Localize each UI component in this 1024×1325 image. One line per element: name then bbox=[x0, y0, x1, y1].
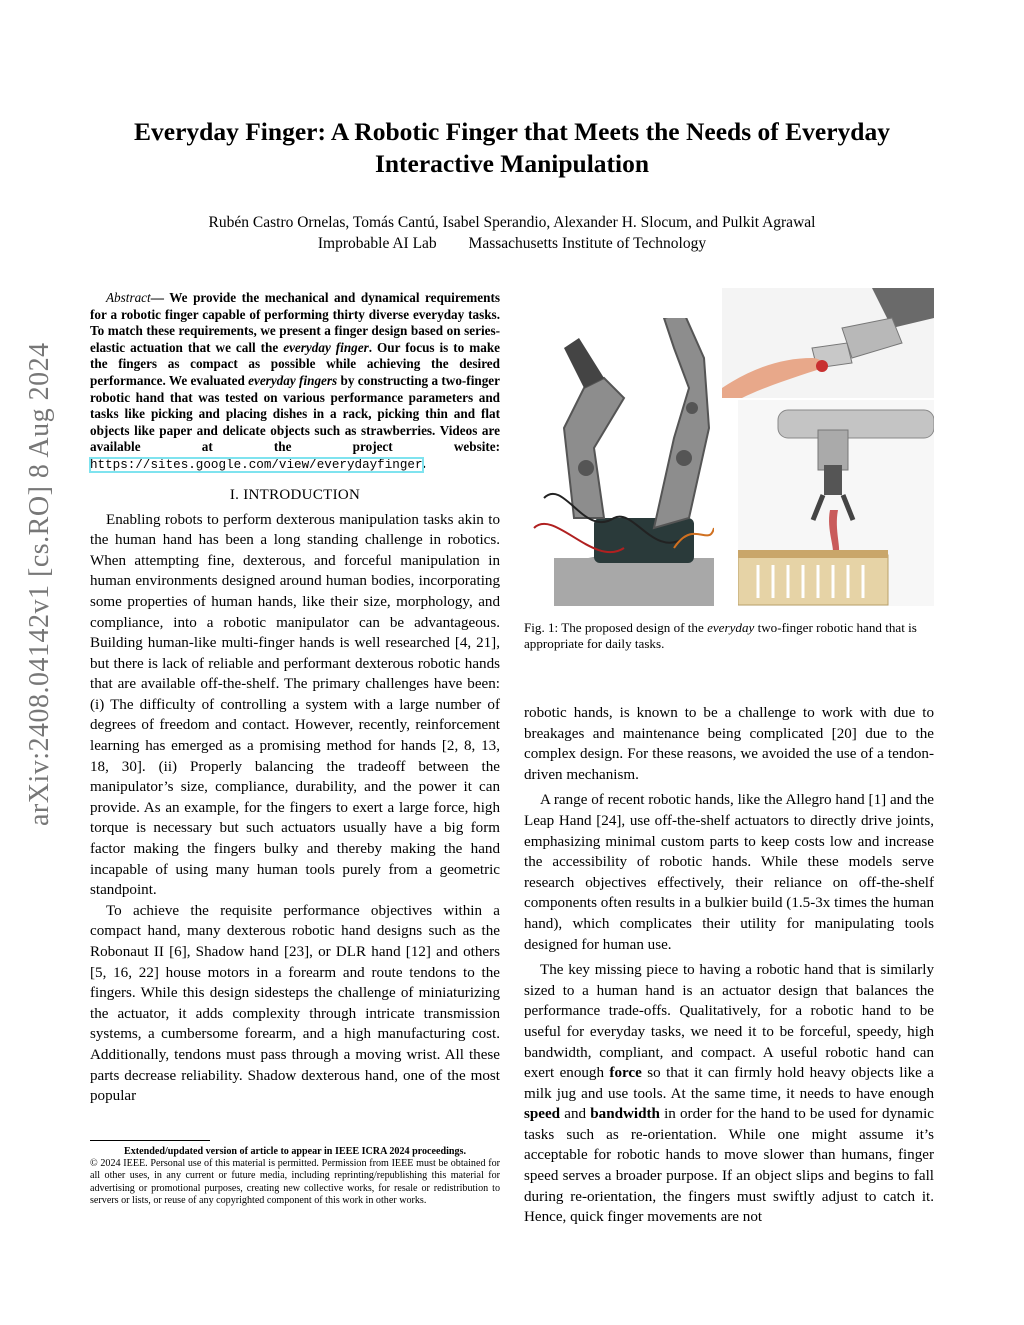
right-column bbox=[524, 703, 934, 1228]
title-line-1: Everyday Finger: A Robotic Finger that Meets the Needs of Everyday bbox=[134, 117, 890, 146]
intro-paragraph-2: To achieve the requisite performance objectives within a compact hand, many dexterous robotic hand designs such as the Robonaut II [6], Shadow hand [23], or DLR hand [12] and others [5, 16, 22] house motors in a forearm and route tendons to the fingers. While this design sidesteps the challenge of miniaturizing the actuator, it adds complexity through intricate transmission systems, a cumbersome forearm, and a high manufacturing cost. Additionally, tendons must pass through a moving wrist. All these parts decrease reliability. Shadow dexterous hand, one of the most popular bbox=[90, 902, 500, 1105]
abstract-text-1: We provide the mechanical and dynamical requirements for a robotic finger capable of performing thirty diverse everyday tasks. To match these requirements, we present a finger design based on series-elastic actuation that we call the bbox=[90, 290, 501, 355]
footnote-copyright-text: © 2024 IEEE. Personal use of this material is permitted. Permission from IEEE must be obtained for all other uses, in any current or future media, including reprinting/republishing this material for advertising or promotional purposes, creating new collective works, for resale or redistribution to servers or lists, or reuse of any copyrighted component of this work in other works. bbox=[90, 1158, 500, 1206]
strawberry-handover-photo bbox=[722, 288, 934, 398]
robotic-hand-photo bbox=[524, 318, 714, 606]
p3-text-1: The key missing piece to having a robotic hand that is similarly sized to a human hand is an actuator design that balances the performance trade-offs. Qualitatively, for a robotic hand to be useful for everyday tasks, we need it to be forceful, speedy, high bandwidth, compliant, and compact. A useful robotic hand can exert enough bbox=[524, 962, 934, 1082]
figure-1-caption bbox=[524, 620, 934, 653]
right-paragraph-2: A range of recent robotic hands, like the Allegro hand [1] and the Leap Hand [24], use off-the-shelf actuators to directly drive joints, emphasizing minimal custom parts to keep costs low and increase the accessibility of robotic hands. While these models serve research objectives effectively, their reliance on off-the-shelf components often results in a bulkier build (1.5-3x times the human hand), which complicates their utility for manipulating tools designed for human use. bbox=[524, 792, 934, 953]
affiliation-institute: Massachusetts Institute of Technology bbox=[468, 235, 707, 252]
right-paragraph-1: robotic hands, is known to be a challenge to work with due to breakages and maintenance being complicated [20] due to the complex design. For these reasons, we avoided the use of a tendon-driven mechanism. bbox=[524, 705, 934, 783]
footnote-rule bbox=[90, 1140, 210, 1141]
p3-text-3: and bbox=[560, 1106, 591, 1123]
arxiv-identifier: arXiv:2408.04142v1 [cs.RO] 8 Aug 2024 bbox=[24, 342, 55, 826]
caption-emphasis: everyday bbox=[707, 620, 755, 635]
left-column bbox=[90, 290, 500, 1107]
abstract-text-3: by constructing a two-finger robotic hand that was tested on various performance parameters and tasks like picking and placing dishes in a rack, picking thin and flat objects like paper and delicate objects such as strawberries. Videos are available at the project website: bbox=[90, 372, 500, 455]
paper-title bbox=[90, 116, 934, 180]
section-heading-introduction: I. INTRODUCTION bbox=[229, 486, 361, 503]
p3-bold-speed: speed bbox=[524, 1106, 561, 1123]
abstract-text-2: . Our focus is to make the fingers as compact as possible while achieving the desired performance. We evaluated bbox=[90, 339, 501, 388]
abstract-dash: — bbox=[150, 290, 170, 305]
p3-bold-bandwidth: bandwidth bbox=[590, 1106, 660, 1123]
caption-suffix: two-finger robotic hand that is appropriate for daily tasks. bbox=[524, 620, 917, 652]
abstract bbox=[90, 290, 500, 474]
author-list: Rubén Castro Ornelas, Tomás Cantú, Isabel Sperandio, Alexander H. Slocum, and Pulkit Agrawal bbox=[208, 214, 816, 231]
title-line-2: Interactive Manipulation bbox=[374, 149, 650, 178]
p3-text-2: so that it can firmly hold heavy objects like a milk jug and use tools. At the same time, it needs to have enough bbox=[524, 1065, 934, 1102]
figure-1 bbox=[524, 288, 934, 606]
p3-bold-force: force bbox=[609, 1065, 642, 1082]
abstract-emphasis-2: everyday fingers bbox=[248, 372, 338, 388]
dish-rack-photo bbox=[738, 400, 934, 606]
p3-text-4: in order for the hand to be used for dynamic tasks such as re-orientation. While one might assume it’s acceptable for robotic hands to move slower than humans, finger speed serves a broader purpose. If an object slips and begins to fall during re-orientation, the fingers must swiftly adjust to catch it. Hence, quick finger movements are not bbox=[524, 1106, 934, 1226]
caption-prefix: Fig. 1: The proposed design of the bbox=[524, 620, 708, 635]
abstract-text-4: . bbox=[422, 455, 426, 471]
abstract-emphasis-1: everyday finger bbox=[283, 339, 369, 355]
copyright-footnote bbox=[90, 1146, 500, 1207]
project-website-link[interactable]: https://sites.google.com/view/everydayfinger bbox=[90, 457, 423, 472]
footnote-proceedings-note: Extended/updated version of article to appear in IEEE ICRA 2024 proceedings. bbox=[124, 1146, 466, 1157]
affiliations bbox=[90, 233, 934, 255]
right-paragraph-3 bbox=[524, 960, 934, 1228]
intro-paragraph-1: Enabling robots to perform dexterous manipulation tasks akin to the human hand has been a long standing challenge in robotics. When attempting fine, dexterous, and forceful manipulation in human environments designed around human bodies, incorporating some properties of human hands, like their size, morphology, and compliance, into a robotic manipulator can be advantageous. Building human-like multi-finger hands is well researched [4, 21], but there is lack of reliable and performant dexterous robotic hands that are available off-the-shelf. The primary challenges have been: (i) The difficulty of controlling a system with a large number of degrees of freedom and contact. However, recently, reinforcement learning has emerged as a promising method for hands [2, 8, 13, 18, 30]. (ii) Properly balancing the tradeoff between the manipulator’s size, compliance, durability, and the power it can provide. As an example, for the fingers to exert a large force, high torque is necessary but such actuators usually have a big form factor making the fingers bulky and thereby making the hand incapable of using many human tools purely from a geometric standpoint. bbox=[90, 511, 500, 899]
affiliation-lab: Improbable AI Lab bbox=[317, 235, 437, 252]
abstract-label: Abstract bbox=[106, 290, 151, 305]
